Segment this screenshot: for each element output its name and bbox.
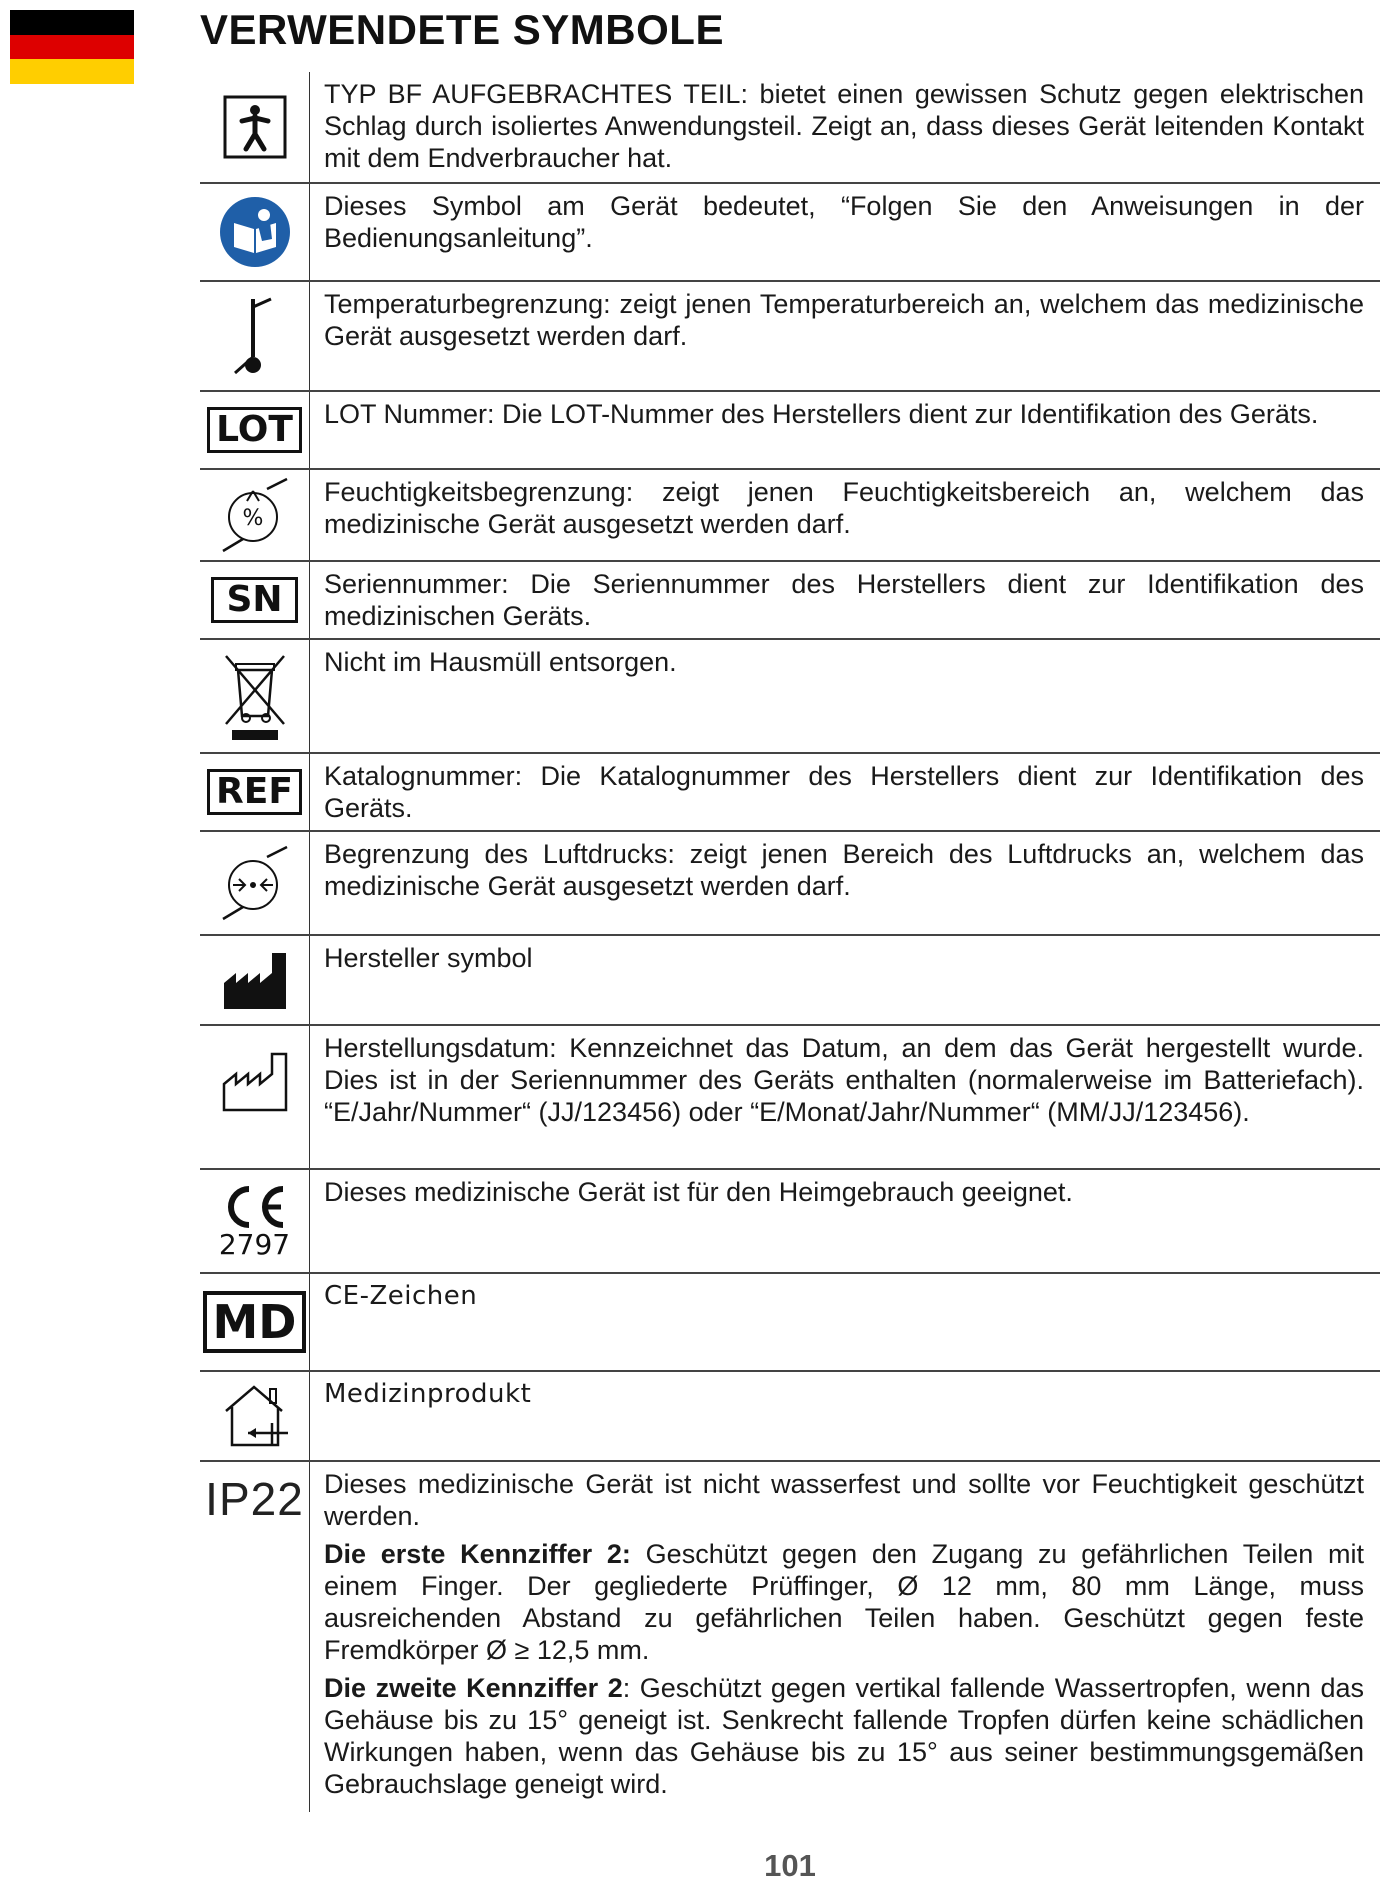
symbol-row xyxy=(200,1372,1380,1462)
home-use-icon xyxy=(200,1372,310,1460)
catalogue-number-icon: REF xyxy=(207,769,302,815)
follow-instructions-icon xyxy=(200,184,310,280)
symbol-description: Katalognummer: Die Katalognummer des Herstellers dient zur Identifikation des Geräts. xyxy=(324,761,1364,823)
symbol-row xyxy=(200,1274,1380,1372)
ce-mark-icon xyxy=(219,1183,290,1259)
symbol-description: LOT Nummer: Die LOT-Nummer des Herstellers dient zur Identifikation des Geräts. xyxy=(324,399,1319,429)
symbol-description: TYP BF AUFGEBRACHTES TEIL: bietet einen gewissen Schutz gegen elektrischen Schlag durch isoliertes Anwendungsteil. Zeigt an, dass dieses Gerät leitenden Kontakt mit dem Endverbraucher hat. xyxy=(324,79,1364,173)
weee-bin-icon xyxy=(200,640,310,752)
symbol-row xyxy=(200,1462,1380,1812)
pressure-limit-icon xyxy=(200,832,310,934)
symbol-row xyxy=(200,1170,1380,1274)
symbol-row xyxy=(200,392,1380,470)
symbol-description: Dieses Symbol am Gerät bedeutet, “Folgen Sie den Anweisungen in der Bedienungsanleitung”. xyxy=(324,191,1364,253)
ip22-first-digit xyxy=(324,1538,1364,1666)
symbol-description: Temperaturbegrenzung: zeigt jenen Temperaturbereich an, welchem das medizinische Gerät ausgesetzt werden darf. xyxy=(324,289,1364,351)
notified-body-number: 2797 xyxy=(218,1228,291,1261)
manufacture-date-icon xyxy=(200,1026,310,1168)
flag-stripe-gold xyxy=(10,59,134,84)
manufacturer-icon xyxy=(200,936,310,1024)
type-bf-applied-part-icon xyxy=(200,72,310,182)
temperature-limit-icon xyxy=(200,282,310,390)
medical-device-icon: MD xyxy=(203,1291,307,1353)
symbol-description: Dieses medizinische Gerät ist für den Heimgebrauch geeignet. xyxy=(324,1177,1073,1207)
symbol-row xyxy=(200,470,1380,562)
symbol-row xyxy=(200,282,1380,392)
ip22-icon: IP22 xyxy=(205,1473,304,1525)
symbol-table xyxy=(200,72,1380,1812)
symbol-row xyxy=(200,72,1380,184)
symbol-description: Medizinprodukt xyxy=(324,1379,532,1409)
symbol-description: Seriennummer: Die Seriennummer des Herstellers dient zur Identifikation des medizinischen Geräts. xyxy=(324,569,1364,631)
symbol-row xyxy=(200,562,1380,640)
symbol-row xyxy=(200,184,1380,282)
symbol-row xyxy=(200,936,1380,1026)
first-digit-label: Die erste Kennziffer 2: xyxy=(324,1539,631,1569)
symbol-description: Feuchtigkeitsbegrenzung: zeigt jenen Feuchtigkeitsbereich an, welchem das medizinische Gerät ausgesetzt werden darf. xyxy=(324,477,1364,539)
symbol-description: Hersteller symbol xyxy=(324,943,533,973)
ip22-intro: Dieses medizinische Gerät ist nicht wasserfest und sollte vor Feuchtigkeit geschützt werden. xyxy=(324,1469,1364,1531)
second-digit-label: Die zweite Kennziffer 2 xyxy=(324,1673,623,1703)
page-number: 101 xyxy=(764,1848,816,1883)
second-digit-text: : Geschützt gegen vertikal fallende Wassertropfen, wenn das Gehäuse bis zu 15° geneigt ist. Senkrecht fallende Tropfen dürfen keine schädlichen Wirkungen haben, wenn das Gehäuse bis zu 15° aus seiner bestimmungsgemäßen Gebrauchslage geneigt wird. xyxy=(324,1673,1364,1799)
symbol-row xyxy=(200,1026,1380,1170)
page-title: VERWENDETE SYMBOLE xyxy=(200,6,724,53)
symbol-description: Begrenzung des Luftdrucks: zeigt jenen Bereich des Luftdrucks an, welchem das medizinische Gerät ausgesetzt werden darf. xyxy=(324,839,1364,901)
german-flag xyxy=(10,10,134,84)
symbol-row xyxy=(200,832,1380,936)
symbol-description: CE-Zeichen xyxy=(324,1281,478,1311)
symbol-description: Nicht im Hausmüll entsorgen. xyxy=(324,647,677,677)
humidity-percent-glyph: % xyxy=(242,506,263,531)
symbol-row xyxy=(200,754,1380,832)
symbol-description: Herstellungsdatum: Kennzeichnet das Datum, an dem das Gerät hergestellt wurde. Dies ist in der Seriennummer des Geräts enthalten (normalerweise im Batteriefach). “E/Jahr/Nummer“ (JJ/123456) oder “E/Monat/Jahr/Nummer“ (MM/JJ/123456). xyxy=(324,1033,1364,1127)
first-digit-text: Geschützt gegen den Zugang zu gefährlichen Teilen mit einem Finger. Der gegliederte Prüffinger, Ø 12 mm, 80 mm Länge, muss ausreichenden Abstand zu gefährlichen Teilen haben. Geschützt gegen feste Fremdkörper Ø ≥ 12,5 mm. xyxy=(324,1539,1364,1665)
flag-stripe-red xyxy=(10,35,134,60)
humidity-limit-icon xyxy=(200,470,310,560)
symbol-row xyxy=(200,640,1380,754)
ip22-second-digit xyxy=(324,1672,1364,1800)
serial-number-icon: SN xyxy=(211,577,297,623)
symbol-description xyxy=(310,1462,1380,1812)
flag-stripe-black xyxy=(10,10,134,35)
lot-icon: LOT xyxy=(207,407,302,453)
